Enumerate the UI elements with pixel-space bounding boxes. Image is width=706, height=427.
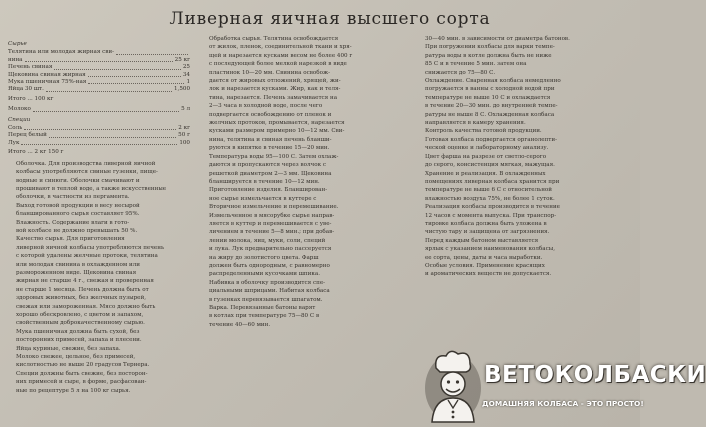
leader-dots — [21, 140, 177, 145]
text-line: до серого, консистенция мягкая, мажущая. — [425, 162, 555, 169]
text-line: бланшированного сырья составляет 95%. — [16, 211, 140, 218]
text-line: хорошо обескровлено, с цветом и запахом, — [16, 312, 144, 318]
text-line: Качество сырья. Для приготовления — [16, 236, 125, 243]
text-line: бланшируется в течение 10—12 мин. — [209, 178, 320, 185]
raw-ingredients-list — [8, 49, 190, 93]
ingredient-amount: 25 кг — [174, 56, 190, 63]
ingredient-row — [8, 49, 190, 56]
text-line: Набивка в оболочку производится спе- — [209, 279, 326, 286]
text-line: Оболочка. Для производства ливерной яичной — [16, 160, 156, 167]
text-line: них примесей и сыре, в форме, расфасован- — [16, 379, 147, 386]
milk-name: Молоко — [8, 106, 31, 113]
text-line: лок и нарезается кусками. Жир, как и теля- — [209, 86, 341, 93]
ingredient-name: Печень свиная — [8, 64, 53, 71]
text-line: ее сорта, цены, даты и часа выработки. — [425, 254, 543, 261]
text-line: 2—3 часа в холодной воде, после чего — [209, 103, 323, 110]
text-line: ратура воды в котле должна быть не ниже — [425, 52, 552, 59]
column-middle — [201, 36, 406, 330]
column-left-text — [8, 161, 190, 395]
leader-dots — [25, 57, 173, 62]
raw-total: Итого ... 100 кг — [8, 95, 54, 102]
ingredient-name: Перец белый — [8, 132, 47, 139]
text-line: Обработка сырья. Телятина освобождается — [209, 36, 339, 42]
text-line: колбасы употребляются свиные гузенки, пище- — [16, 169, 158, 176]
leader-dots — [33, 106, 179, 111]
ingredient-name: Яйца 30 шт. — [8, 86, 44, 93]
ingredient-row — [8, 57, 190, 64]
leader-dots — [54, 64, 181, 69]
text-line: и ароматических веществ не допускается. — [425, 271, 552, 278]
text-line: ливерной яичной колбасы употребляются печень — [16, 244, 165, 251]
text-line: жирная не старше 4 г., свежая и проверенная — [16, 278, 154, 285]
text-line: или молодая свинина в охлажденном или — [16, 261, 141, 268]
text-line: Вторичное измельчение и перемешивание. — [209, 204, 339, 211]
text-line: с которой удалены желчные протоки, телятина — [16, 253, 158, 260]
text-line: решеткой диаметром 2—3 мм. Щековина — [209, 170, 332, 177]
text-line: Особые условия. Применение красящих — [425, 262, 545, 269]
text-line: водные и синюги. Оболочки смачивают и — [16, 177, 140, 184]
text-line: При погружении колбасы для варки темпе- — [425, 44, 555, 51]
text-line: Влажность. Содержание влаги в гото- — [16, 219, 130, 226]
ingredient-name: Телятина или молодая жирная сви- — [8, 49, 115, 56]
spice-total: Итого ... 2 кг 150 г — [8, 149, 64, 156]
text-line: 30—40 мин. в зависимости от диаметра батонов. — [425, 36, 570, 42]
text-line: помещениях ливерная колбаса хранится при — [425, 178, 560, 185]
text-line: подвергается освобождению от пленок и — [209, 111, 332, 118]
text-line: Реализация колбасы производится в течение — [425, 204, 560, 211]
ingredient-amount: 100 — [179, 139, 190, 146]
text-line: вой колбасе не должно превышать 50 %. — [16, 227, 138, 234]
text-line: тировке колбаса должна быть уложена в — [425, 220, 547, 227]
text-line: ные по рецептуре 5 л на 100 кг сырья. — [16, 387, 131, 394]
ingredient-row — [8, 79, 190, 86]
ingredient-name: Соль — [8, 125, 23, 132]
logo-name: ВЕТОКОЛБАСКИ — [484, 362, 706, 388]
text-line: Яйца куриные, свежие, без запаха. — [16, 345, 121, 352]
text-line: даются и пропускаются через волчок с — [209, 162, 327, 169]
text-line: Цвет фарша на разрезе от светло-серого — [425, 153, 547, 160]
ingredient-amount: 50 г — [178, 132, 190, 139]
text-line: посторонних примесей, запаха и плесени. — [16, 337, 142, 344]
leader-dots — [88, 72, 181, 77]
text-line: прошивают в теплой воде, а также искусственные — [16, 185, 167, 192]
text-line: кусками размером примерно 10—12 мм. Сви- — [209, 128, 345, 135]
text-line: оболочки, в частности из пергамента. — [16, 194, 130, 201]
chef-mascot-icon — [422, 346, 484, 424]
text-line: температуре не выше 6 С с относительной — [425, 187, 553, 194]
leader-dots — [88, 79, 184, 84]
spice-header: Специи — [8, 116, 31, 123]
column-right-text — [417, 36, 631, 279]
column-middle-text — [201, 36, 406, 329]
text-line: тина, нарезается. Печень замачивается на — [209, 94, 338, 101]
milk-amount: 5 л — [181, 106, 190, 113]
page-title: Ливерная яичная высшего сорта — [169, 9, 491, 29]
text-line: Охлаждение. Сваренная колбаса немедленно — [425, 78, 561, 85]
ingredient-row — [8, 140, 190, 147]
text-line: погружается в ванны с холодной водой при — [425, 86, 555, 93]
ingredient-amount: 25 — [182, 64, 190, 71]
text-line: 85 С и в течение 5 мин. затем она — [425, 61, 527, 68]
ingredient-name: нина — [8, 56, 23, 63]
text-line: чистую тару и защищена от загрязнения. — [425, 229, 550, 236]
text-line: ческой оценке и лабораторному анализу. — [425, 145, 549, 152]
ingredient-row — [8, 132, 190, 139]
text-line: пластинок 10—20 мм. Свинина освобож- — [209, 69, 331, 76]
milk-row — [8, 106, 190, 113]
ingredient-row — [8, 64, 190, 71]
ingredient-amount: 2 кг — [178, 125, 190, 132]
text-line: Измельченное в мясорубке сырье направ- — [209, 212, 335, 219]
text-line: течение 40—60 мин. — [209, 321, 271, 328]
text-line: размороженном виде. Щековина свиная — [16, 269, 137, 276]
text-line: 12 часов с момента выпуска. При транспор- — [425, 212, 557, 219]
text-line: Приготовление изделия. Бланширован- — [209, 187, 328, 194]
text-line: Перед каждым батоном выставляется — [425, 237, 539, 244]
raw-header: Сырье — [8, 41, 27, 47]
text-line: нина, телятина и свиная печень бланши- — [209, 136, 332, 143]
text-line: направляется в камеру хранения. — [425, 120, 526, 127]
text-line: свойственным доброкачественному сырью. — [16, 320, 145, 327]
text-line: щей и нарезается кусками весом не более 400 г — [209, 52, 353, 59]
text-line: Молоко свежее, цельное, без примесей, — [16, 354, 136, 361]
text-line: ярлык с указанием наименования колбасы, — [425, 246, 555, 253]
text-line: ляется в куттер и перемешивается с уве- — [209, 220, 332, 227]
text-line: Готовая колбаса подвергается органолепти- — [425, 136, 557, 143]
text-line: в котлах при температуре 75—80 С в — [209, 313, 320, 320]
text-line: Контроль качества готовой продукции. — [425, 128, 542, 135]
text-line: на жиру до золотистого цвета. Фарш — [209, 254, 319, 261]
leader-dots — [46, 86, 172, 91]
text-line: Выход готовой продукции в весу несырой — [16, 202, 140, 209]
ingredient-name: Мука пшеничная 75%-ная — [8, 79, 87, 86]
column-left — [8, 40, 190, 396]
text-line: в течение 20—30 мин. до внутренней темпе- — [425, 103, 558, 110]
text-line: желчных протоков, промывается, нарезается — [209, 120, 345, 127]
text-line: циальными шприцами. Набитая колбаса — [209, 288, 330, 295]
ingredient-name: Щековина свиная жирная — [8, 71, 86, 78]
text-line: в гузенках перевязывается шпагатом. — [209, 296, 323, 303]
text-line: ратуры не выше 8 С. Охлажденная колбаса — [425, 111, 555, 118]
ingredient-amount: 1 — [186, 79, 190, 86]
text-line: от жилок, пленок, соединительной ткани и хря- — [209, 44, 352, 51]
leader-dots — [49, 132, 176, 137]
leader-dots — [24, 125, 176, 130]
text-line: должен быть однородным, с равномерно — [209, 262, 330, 269]
text-line: температуре не выше 10 С и охлаждается — [425, 94, 551, 101]
text-line: здоровых животных, без желчных пузырей, — [16, 295, 146, 302]
text-line: Мука пшеничная должна быть сухой, без — [16, 328, 140, 335]
text-line: личением в течение 5—8 мин.; при добав- — [209, 229, 335, 236]
ingredient-amount: 34 — [182, 71, 190, 78]
column-right — [417, 36, 631, 280]
site-logo — [422, 346, 706, 424]
ingredient-amount: 1,500 — [173, 86, 190, 93]
ingredient-name: Лук — [8, 139, 20, 146]
text-line: и лука. Лук предварительно пассеруется — [209, 246, 332, 253]
spice-list — [8, 125, 190, 147]
text-line: влажностью воздуха 75%, не более 1 суток. — [425, 195, 555, 202]
text-line: снижается до 75—80 С. — [425, 69, 496, 76]
leader-dots — [116, 49, 188, 54]
text-line: кислотностью не выше 20 градусов Тернера. — [16, 362, 150, 369]
ingredient-row — [8, 72, 190, 79]
text-line: не старше 1 месяца. Печень должна быть от — [16, 286, 149, 293]
text-line: Температура воды 95—100 С. Затем охлаж- — [209, 153, 339, 160]
text-line: Специи должны быть свежие, без посторон- — [16, 370, 148, 377]
text-line: Варка. Перевязанные батоны варят — [209, 305, 316, 311]
text-line: лении молока, яиц, муки, соли, специй — [209, 237, 326, 244]
text-line: Хранение и реализация. В охлажденных — [425, 170, 546, 177]
text-line: ное сырье измельчается в куттере с — [209, 195, 317, 202]
ingredient-row — [8, 86, 190, 93]
text-line: свежая или замороженная. Мясо должно быть — [16, 303, 156, 310]
text-line: дается от жировых отложений, хрящей, жи- — [209, 78, 341, 85]
text-line: с последующей более мелкой нарезкой в виде — [209, 61, 347, 68]
text-line: распределенными кусочками шпика. — [209, 271, 320, 278]
text-line: руются в кипятке в течение 15—20 мин. — [209, 145, 330, 152]
logo-tagline: ДОМАШНЯЯ КОЛБАСА - ЭТО ПРОСТО! — [482, 399, 644, 408]
